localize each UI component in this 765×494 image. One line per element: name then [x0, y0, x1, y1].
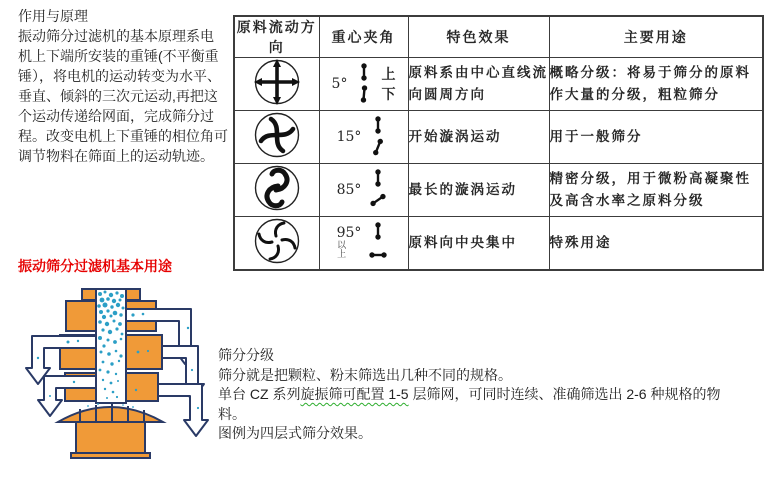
main-use-cell: 概略分级：将易于筛分的原料作大量的分级，粗粒筛分 — [549, 58, 763, 111]
intro-line: 机上下端所安装的重锤(不平衡重 — [18, 48, 219, 64]
cross-arrows-icon — [253, 58, 301, 106]
main-use-cell: 特殊用途 — [549, 217, 763, 271]
main-use-cell: 用于一般筛分 — [549, 111, 763, 164]
col-header-gravity-angle: 重心夹角 — [319, 16, 408, 58]
special-effect-cell: 原料系由中心直线流向圆周方向 — [408, 58, 549, 111]
table-row — [234, 58, 763, 111]
angle-value: 85° — [336, 182, 362, 198]
angle-value: 15° — [336, 129, 362, 145]
sieving-line: 筛分就是把颗粒、粉末筛选出几种不同的规格。 — [218, 366, 512, 383]
intro-line: 振动筛分过滤机的基本原理系电 — [18, 28, 214, 44]
table-row — [234, 217, 763, 271]
col-header-flow-direction: 原料流动方向 — [234, 16, 319, 58]
discharge-arrow-right-3 — [158, 384, 208, 436]
curved-cross-icon — [253, 111, 301, 159]
angle-value: 5° — [331, 76, 348, 92]
special-effect-cell: 原料向中央集中 — [408, 217, 549, 271]
sieving-line-text: 单台 CZ 系列 — [218, 386, 301, 402]
sieving-line-text: 层筛网，可同时连续、准确筛选出 2-6 种规格的物 — [408, 386, 721, 402]
sieving-title: 筛分分级 — [218, 347, 274, 363]
intro-title: 作用与原理 — [18, 8, 88, 24]
intro-paragraph — [18, 6, 236, 166]
col-header-main-use: 主要用途 — [549, 16, 763, 58]
intro-line: 程。改变电机上下重锤的相位角可 — [18, 128, 228, 144]
sieving-description — [218, 346, 765, 444]
intro-line: 个运动传递给网面，完成筛分过 — [18, 108, 214, 124]
weight-angle-marker — [366, 220, 390, 266]
angle-value: 95° — [336, 225, 362, 241]
lower-weight-label: 下 — [381, 87, 396, 103]
sieving-line — [218, 385, 765, 405]
upper-weight-label: 上 — [381, 67, 396, 83]
table-row — [234, 164, 763, 217]
intro-line: 调节物料在筛面上的运动轨迹。 — [18, 148, 214, 164]
special-effect-cell: 最长的漩涡运动 — [408, 164, 549, 217]
main-use-cell: 精密分级，用于微粉高凝聚性及高含水率之原料分级 — [549, 164, 763, 217]
usage-section-heading: 振动筛分过滤机基本用途 — [18, 258, 172, 274]
flow-characteristics-table — [233, 15, 764, 271]
weight-angle-marker — [366, 167, 390, 213]
machine-base — [58, 404, 163, 458]
sieving-machine-illustration — [8, 288, 213, 460]
pinwheel-icon — [253, 217, 301, 265]
sieving-line: 图例为四层式筛分效果。 — [218, 425, 372, 441]
col-header-special-effect: 特色效果 — [408, 16, 549, 58]
table-row — [234, 111, 763, 164]
weight-angle-marker — [352, 61, 376, 107]
spellchecked-text: 旋振筛可配置 1-5 — [300, 386, 409, 402]
sieving-line: 料。 — [218, 405, 246, 422]
intro-line: 垂直、倾斜的三次元运动,再把这 — [18, 88, 218, 104]
vortex-spiral-icon — [253, 164, 301, 212]
special-effect-cell: 开始漩涡运动 — [408, 111, 549, 164]
intro-line: 锤），将电机的运动转变为水平、 — [18, 68, 221, 84]
weight-angle-marker — [366, 114, 390, 160]
angle-suffix: 以上 — [337, 241, 347, 260]
